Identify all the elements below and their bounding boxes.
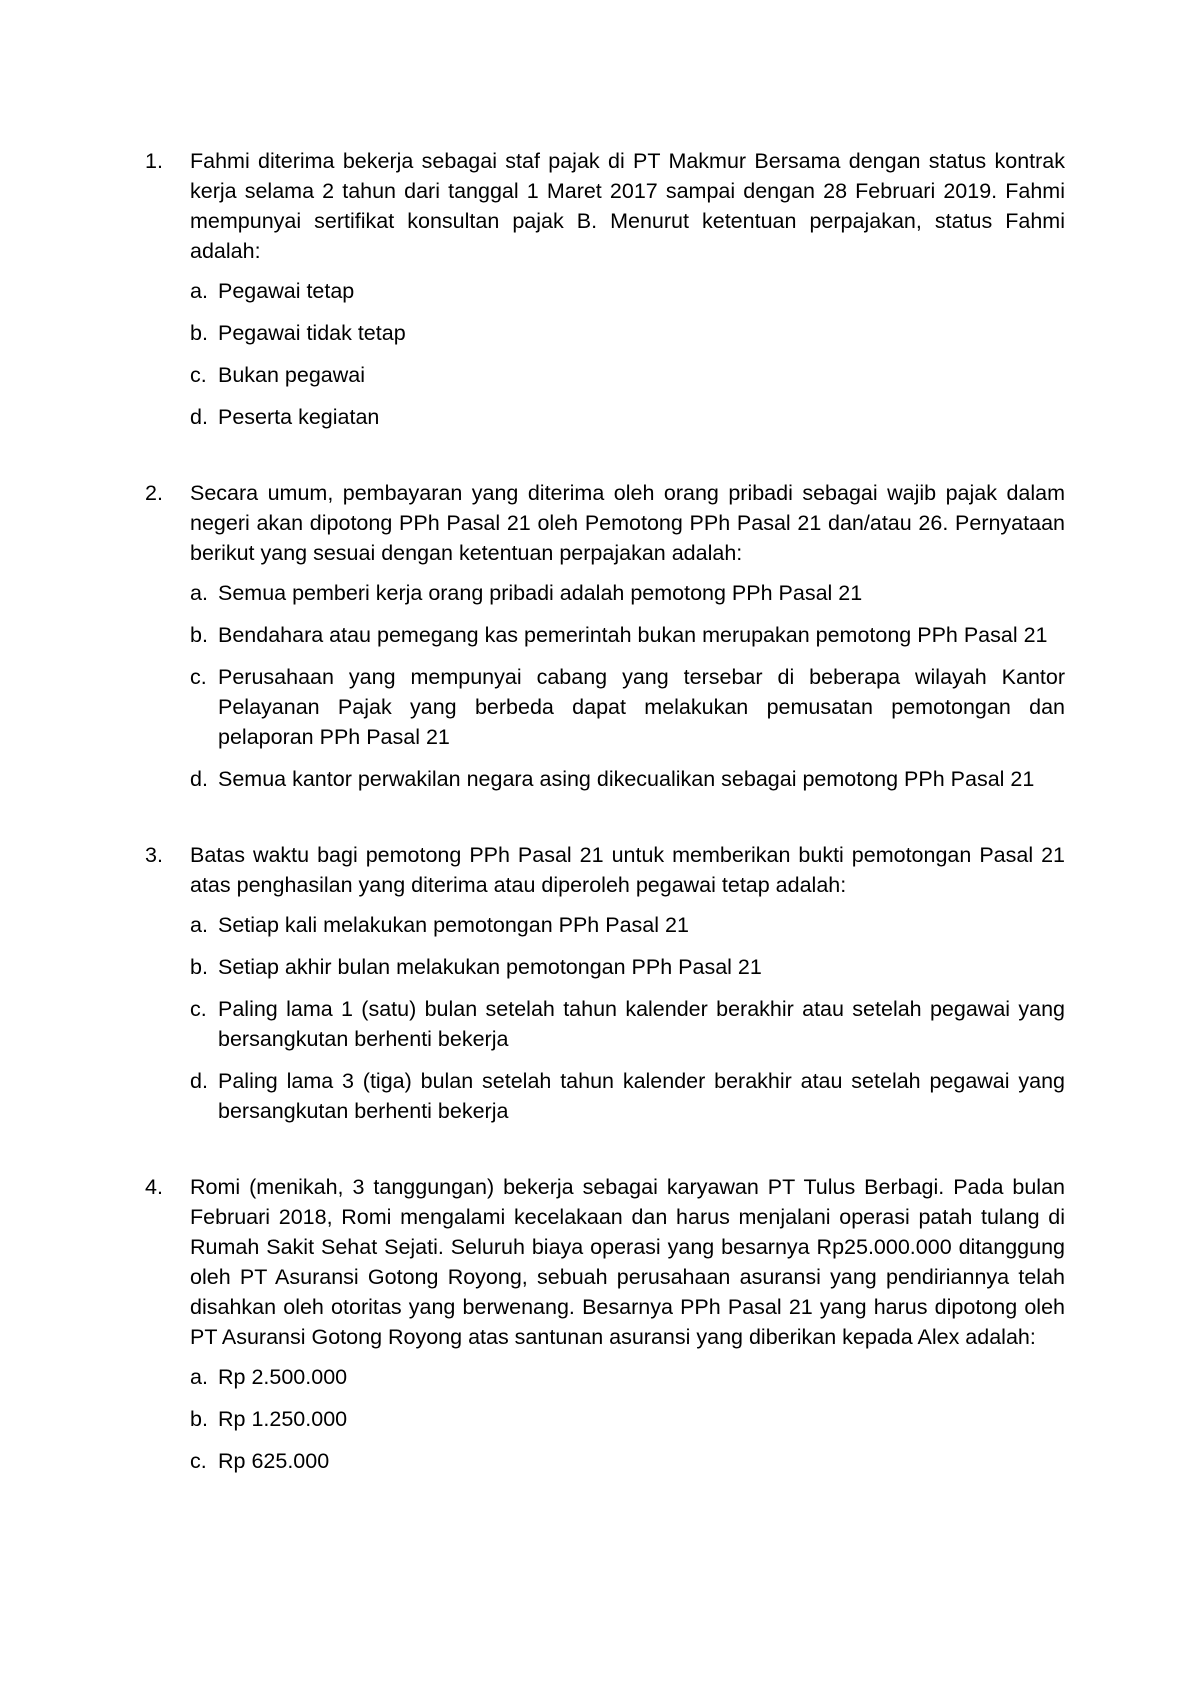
option-text: Bendahara atau pemegang kas pemerintah bukan merupakan pemotong PPh Pasal 21 — [218, 623, 1048, 647]
question-list — [145, 146, 1065, 1488]
option-d — [190, 764, 1065, 794]
question-number: 3. — [145, 843, 163, 867]
option-c — [190, 360, 1065, 390]
option-d — [190, 1066, 1065, 1126]
option-list — [190, 910, 1065, 1126]
option-text: Pegawai tetap — [218, 279, 355, 303]
option-text: Perusahaan yang mempunyai cabang yang tersebar di beberapa wilayah Kantor Pelayanan Pajak yang berbeda dapat melakukan pemusatan pemotongan dan pelaporan PPh Pasal 21 — [218, 665, 1065, 749]
option-text: Peserta kegiatan — [218, 405, 380, 429]
option-text: Rp 1.250.000 — [218, 1407, 348, 1431]
option-a — [190, 1362, 1065, 1392]
option-text: Paling lama 3 (tiga) bulan setelah tahun kalender berakhir atau setelah pegawai yang bersangkutan berhenti bekerja — [218, 1069, 1065, 1123]
option-c — [190, 994, 1065, 1054]
option-label: b. — [190, 321, 208, 345]
option-a — [190, 578, 1065, 608]
option-text: Setiap akhir bulan melakukan pemotongan PPh Pasal 21 — [218, 955, 762, 979]
option-text: Semua kantor perwakilan negara asing dikecualikan sebagai pemotong PPh Pasal 21 — [218, 767, 1035, 791]
option-list — [190, 276, 1065, 432]
option-text: Rp 2.500.000 — [218, 1365, 348, 1389]
option-text: Pegawai tidak tetap — [218, 321, 406, 345]
option-label: c. — [190, 1449, 207, 1473]
option-d — [190, 402, 1065, 432]
question-2 — [145, 478, 1065, 794]
option-label: a. — [190, 581, 208, 605]
option-label: b. — [190, 623, 208, 647]
option-b — [190, 952, 1065, 982]
question-1 — [145, 146, 1065, 432]
option-label: b. — [190, 1407, 208, 1431]
question-text: Secara umum, pembayaran yang diterima oleh orang pribadi sebagai wajib pajak dalam negeri akan dipotong PPh Pasal 21 oleh Pemotong PPh Pasal 21 dan/atau 26. Pernyataan berikut yang sesuai dengan ketentuan perpajakan adalah: — [190, 481, 1065, 565]
option-a — [190, 276, 1065, 306]
option-label: b. — [190, 955, 208, 979]
option-label: c. — [190, 363, 207, 387]
option-text: Semua pemberi kerja orang pribadi adalah pemotong PPh Pasal 21 — [218, 581, 863, 605]
question-number: 2. — [145, 481, 163, 505]
question-4 — [145, 1172, 1065, 1476]
option-label: d. — [190, 405, 208, 429]
question-number: 4. — [145, 1175, 163, 1199]
option-list — [190, 1362, 1065, 1476]
question-3 — [145, 840, 1065, 1126]
option-label: a. — [190, 1365, 208, 1389]
option-b — [190, 1404, 1065, 1434]
question-text: Fahmi diterima bekerja sebagai staf pajak di PT Makmur Bersama dengan status kontrak kerja selama 2 tahun dari tanggal 1 Maret 2017 sampai dengan 28 Februari 2019. Fahmi mempunyai sertifikat konsultan pajak B. Menurut ketentuan perpajakan, status Fahmi adalah: — [190, 149, 1065, 263]
option-b — [190, 318, 1065, 348]
option-c — [190, 662, 1065, 752]
question-number: 1. — [145, 149, 163, 173]
question-text: Batas waktu bagi pemotong PPh Pasal 21 untuk memberikan bukti pemotongan Pasal 21 atas penghasilan yang diterima atau diperoleh pegawai tetap adalah: — [190, 843, 1065, 897]
option-text: Rp 625.000 — [218, 1449, 330, 1473]
option-text: Bukan pegawai — [218, 363, 366, 387]
option-label: d. — [190, 767, 208, 791]
option-c — [190, 1446, 1065, 1476]
option-label: d. — [190, 1069, 208, 1093]
option-text: Paling lama 1 (satu) bulan setelah tahun kalender berakhir atau setelah pegawai yang bersangkutan berhenti bekerja — [218, 997, 1065, 1051]
option-label: c. — [190, 665, 207, 689]
option-list — [190, 578, 1065, 794]
option-label: a. — [190, 279, 208, 303]
option-label: a. — [190, 913, 208, 937]
option-b — [190, 620, 1065, 650]
option-a — [190, 910, 1065, 940]
option-label: c. — [190, 997, 207, 1021]
option-text: Setiap kali melakukan pemotongan PPh Pasal 21 — [218, 913, 689, 937]
question-text: Romi (menikah, 3 tanggungan) bekerja sebagai karyawan PT Tulus Berbagi. Pada bulan Februari 2018, Romi mengalami kecelakaan dan harus menjalani operasi patah tulang di Rumah Sakit Sehat Sejati. Seluruh biaya operasi yang besarnya Rp25.000.000 ditanggung oleh PT Asuransi Gotong Royong, sebuah perusahaan asuransi yang pendiriannya telah disahkan oleh otoritas yang berwenang. Besarnya PPh Pasal 21 yang harus dipotong oleh PT Asuransi Gotong Royong atas santunan asuransi yang diberikan kepada Alex adalah: — [190, 1175, 1065, 1349]
